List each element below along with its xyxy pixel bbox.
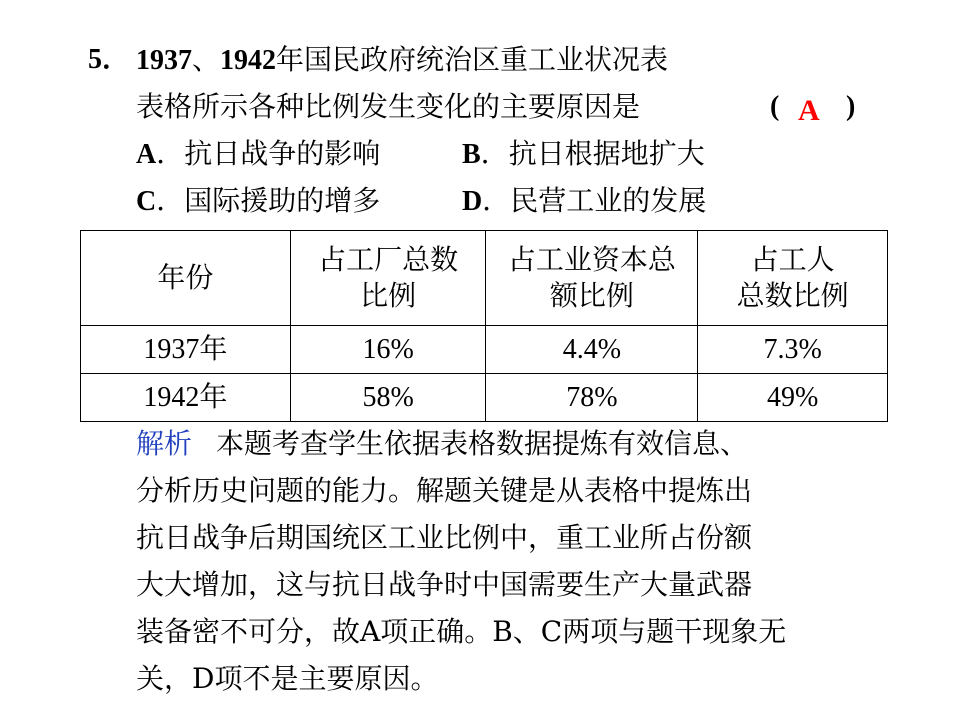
header-year [81, 231, 291, 326]
option-a [136, 132, 380, 177]
cell-capital-ratio: 4.4% [486, 326, 698, 374]
cell-factory-ratio: 16% [290, 326, 486, 374]
analysis-line: 抗日战争后期国统区工业比例中，重工业所占份额 [136, 521, 753, 554]
stem-separator: 、 [192, 43, 221, 76]
table-header-row [81, 231, 888, 326]
cell-factory-ratio: 58% [290, 374, 486, 422]
analysis-line: 分析历史问题的能力。解题关键是从表格中提炼出 [136, 474, 753, 507]
question-number: 5． [88, 44, 131, 75]
question-stem-line2: 表格所示各种比例发生变化的主要原因是 [136, 90, 641, 123]
header-capital-ratio [486, 231, 698, 326]
analysis-line: 大大增加，这与抗日战争时中国需要生产大量武器 [136, 568, 753, 601]
option-letter: C [136, 186, 157, 217]
header-factory-ratio [290, 231, 486, 326]
table-row [81, 326, 888, 374]
option-sep: ． [480, 137, 509, 170]
option-text: 抗日根据地扩大 [508, 137, 705, 170]
answer-paren-open: ( [770, 91, 780, 122]
analysis-text: 本题考查学生依据表格数据提炼有效信息、 [216, 427, 749, 460]
option-text: 民营工业的发展 [510, 184, 707, 217]
option-letter: D [462, 186, 483, 217]
option-letter: B [462, 139, 481, 170]
analysis-line: 关，D项不是主要原因。 [136, 662, 439, 695]
analysis-line: 装备密不可分，故A项正确。B、C两项与题干现象无 [136, 615, 787, 648]
industry-table [80, 230, 888, 422]
option-sep: ． [482, 184, 511, 217]
header-line: 占工厂总数 [318, 243, 459, 276]
header-line: 年份 [157, 261, 214, 294]
header-line: 占工业资本总 [507, 243, 676, 276]
option-d [462, 179, 706, 224]
header-line: 总数比例 [736, 279, 849, 312]
option-c [136, 179, 380, 224]
stem-year2: 1942 [220, 45, 277, 76]
header-line: 占工人 [750, 243, 835, 276]
cell-year: 1942年 [81, 374, 291, 422]
cell-year: 1937年 [81, 326, 291, 374]
stem-rest: 年国民政府统治区重工业状况表 [276, 43, 669, 76]
question-stem-line1 [136, 38, 668, 83]
answer-paren-close: ) [846, 91, 856, 122]
option-text: 国际援助的增多 [184, 184, 381, 217]
analysis-section [136, 420, 856, 702]
stem-year1: 1937 [136, 45, 192, 76]
option-b [462, 132, 705, 177]
option-text: 抗日战争的影响 [184, 137, 381, 170]
analysis-line [136, 420, 856, 467]
answer-letter: A [798, 94, 820, 127]
header-worker-ratio [698, 231, 888, 326]
cell-capital-ratio: 78% [486, 374, 698, 422]
cell-worker-ratio: 7.3% [698, 326, 888, 374]
header-line: 额比例 [549, 279, 634, 312]
analysis-label: 解析 [136, 427, 193, 460]
cell-worker-ratio: 49% [698, 374, 888, 422]
option-sep: ． [156, 137, 185, 170]
table-row [81, 374, 888, 422]
header-line: 比例 [360, 279, 417, 312]
option-sep: ． [156, 184, 185, 217]
option-letter: A [136, 139, 157, 170]
